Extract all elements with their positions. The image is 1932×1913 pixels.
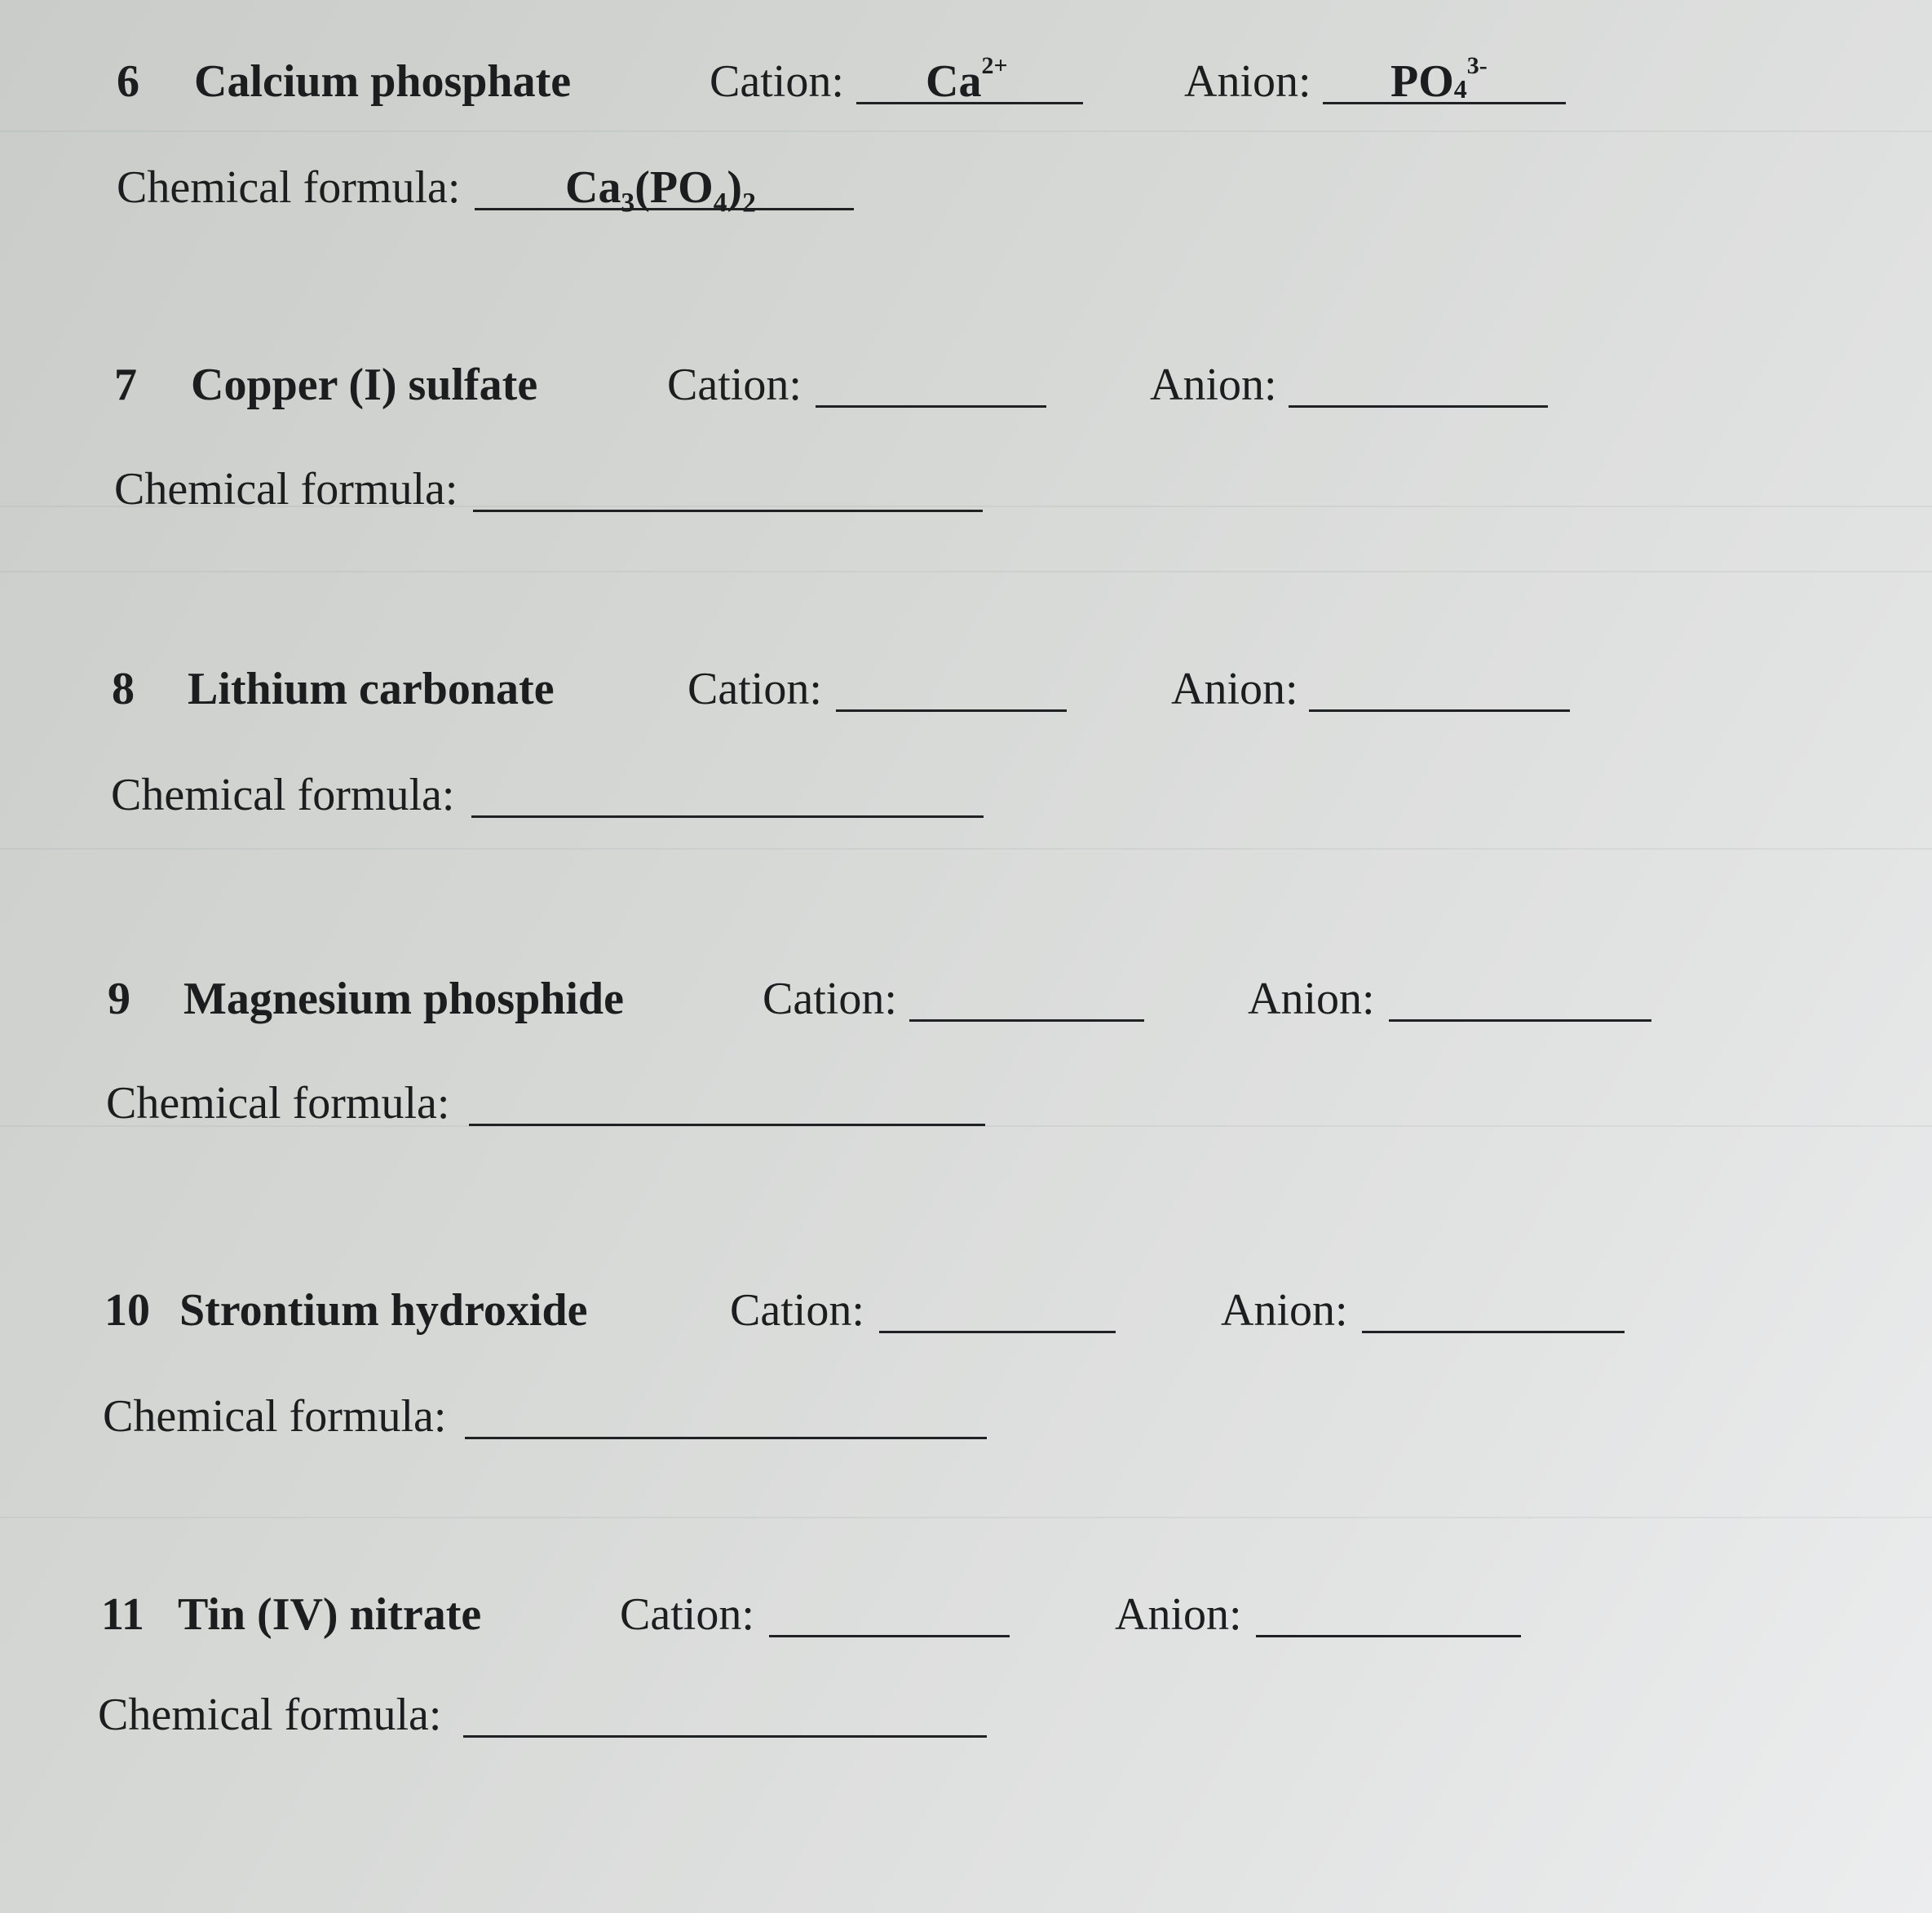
cation-label: Cation: xyxy=(667,360,802,410)
compound-name: Copper (I) sulfate xyxy=(191,360,538,410)
cation-blank[interactable] xyxy=(816,356,1046,408)
compound-name: Tin (IV) nitrate xyxy=(178,1589,482,1640)
cation-blank[interactable] xyxy=(836,660,1067,712)
cation-label: Cation: xyxy=(763,974,897,1024)
formula-label: Chemical formula: xyxy=(111,770,455,820)
formula-blank[interactable] xyxy=(471,767,984,818)
cation-answer: $Ca^{2+}$ xyxy=(926,52,1008,107)
anion-label: Anion: xyxy=(1171,664,1298,714)
cation-blank[interactable] xyxy=(879,1282,1116,1333)
anion-answer: $PO_4^{3-}$ xyxy=(1390,52,1488,107)
anion-label: Anion: xyxy=(1184,56,1311,107)
cation-label: Cation: xyxy=(710,56,844,107)
anion-blank[interactable] xyxy=(1256,1586,1521,1637)
formula-blank[interactable] xyxy=(463,1686,987,1738)
cation-blank[interactable] xyxy=(769,1586,1010,1637)
anion-blank[interactable] xyxy=(1309,660,1570,712)
question-number: 7 xyxy=(114,360,137,410)
question-number: 10 xyxy=(104,1285,150,1336)
question-number: 6 xyxy=(117,56,139,107)
formula-label: Chemical formula: xyxy=(106,1078,450,1129)
cation-label: Cation: xyxy=(620,1589,754,1640)
question-number: 9 xyxy=(108,974,130,1024)
formula-label: Chemical formula: xyxy=(114,464,458,515)
compound-name: Lithium carbonate xyxy=(188,664,555,714)
anion-label: Anion: xyxy=(1248,974,1375,1024)
compound-name: Magnesium phosphide xyxy=(183,974,624,1024)
anion-blank[interactable] xyxy=(1289,356,1548,408)
anion-label: Anion: xyxy=(1150,360,1277,410)
question-number: 8 xyxy=(112,664,135,714)
cation-blank[interactable] xyxy=(909,970,1144,1022)
anion-blank[interactable] xyxy=(1362,1282,1625,1333)
question-number: 11 xyxy=(101,1589,144,1640)
formula-answer: Ca₃(PO₄)₂ xyxy=(565,162,756,213)
anion-label: Anion: xyxy=(1115,1589,1242,1640)
formula-blank[interactable] xyxy=(473,461,983,512)
formula-label: Chemical formula: xyxy=(98,1690,442,1740)
anion-label: Anion: xyxy=(1221,1285,1348,1336)
formula-blank[interactable] xyxy=(465,1388,987,1439)
cation-label: Cation: xyxy=(730,1285,864,1336)
cation-label: Cation: xyxy=(687,664,822,714)
compound-name: Calcium phosphate xyxy=(194,56,572,107)
formula-label: Chemical formula: xyxy=(103,1391,447,1442)
anion-blank[interactable] xyxy=(1389,970,1651,1022)
formula-label: Chemical formula: xyxy=(117,162,461,213)
compound-name: Strontium hydroxide xyxy=(179,1285,588,1336)
formula-blank[interactable] xyxy=(469,1075,985,1126)
